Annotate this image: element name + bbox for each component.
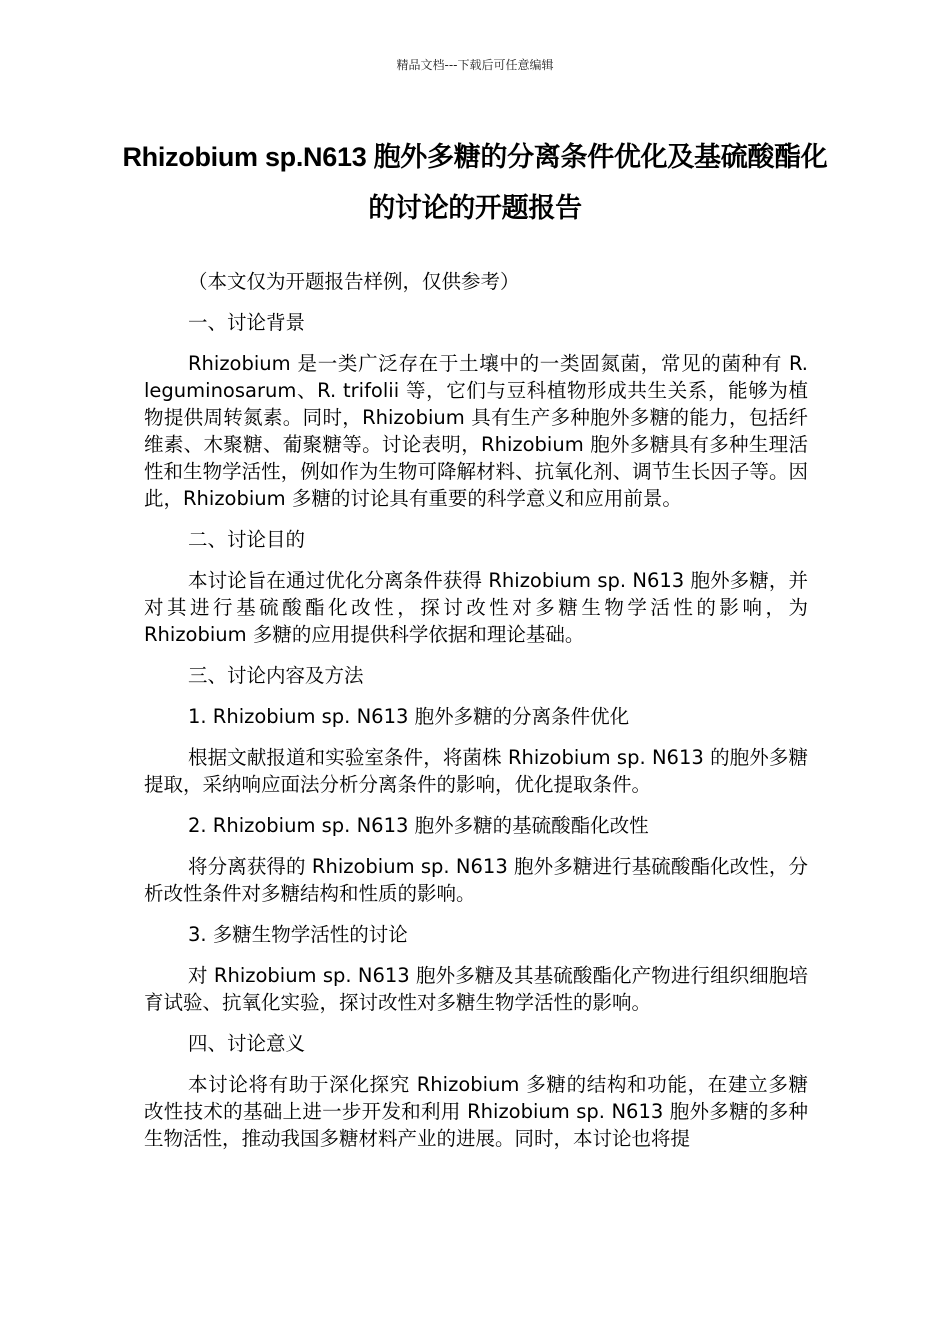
section-heading-significance: 四、讨论意义 bbox=[188, 1032, 306, 1055]
subheading-sulfation: 2. Rhizobium sp. N613 胞外多糖的基硫酸酯化改性 bbox=[188, 814, 649, 837]
page-header: 精品文档---下载后可任意编辑 bbox=[396, 58, 554, 72]
sulfation-paragraph: 将分离获得的 Rhizobium sp. N613 胞外多糖进行基硫酸酯化改性，分析改性条件对多糖结构和性质的影响。 bbox=[144, 855, 808, 905]
section-heading-purpose: 二、讨论目的 bbox=[188, 528, 306, 551]
note-paragraph: （本文仅为开题报告样例，仅供参考） bbox=[188, 270, 520, 293]
document-body bbox=[144, 268, 808, 1166]
subheading-bioactivity: 3. 多糖生物学活性的讨论 bbox=[188, 923, 408, 946]
separation-paragraph: 根据文献报道和实验室条件，将菌株 Rhizobium sp. N613 的胞外多糖提取，采纳响应面法分析分离条件的影响，优化提取条件。 bbox=[144, 746, 808, 796]
document-title: Rhizobium sp.N613 胞外多糖的分离条件优化及基硫酸酯化的讨论的开题报告 bbox=[122, 142, 828, 223]
section-heading-content-methods: 三、讨论内容及方法 bbox=[188, 664, 364, 687]
bioactivity-paragraph: 对 Rhizobium sp. N613 胞外多糖及其基硫酸酯化产物进行组织细胞培育试验、抗氧化实验，探讨改性对多糖生物学活性的影响。 bbox=[144, 964, 808, 1014]
background-paragraph: Rhizobium 是一类广泛存在于土壤中的一类固氮菌，常见的菌种有 R. leguminosarum、R. trifolii 等，它们与豆科植物形成共生关系，能够为植物提供周转氮素。同时，Rhizobium 具有生产多种胞外多糖的能力，包括纤维素、木聚糖、葡聚糖等。讨论表明，Rhizobium 胞外多糖具有多种生理活性和生物学活性，例如作为生物可降解材料、抗氧化剂、调节生长因子等。因此，Rhizobium 多糖的讨论具有重要的科学意义和应用前景。 bbox=[144, 352, 808, 510]
purpose-paragraph: 本讨论旨在通过优化分离条件获得 Rhizobium sp. N613 胞外多糖，并对其进行基硫酸酯化改性，探讨改性对多糖生物学活性的影响，为 Rhizobium 多糖的应用提供科学依据和理论基础。 bbox=[144, 569, 808, 646]
section-heading-background: 一、讨论背景 bbox=[188, 311, 306, 334]
significance-paragraph: 本讨论将有助于深化探究 Rhizobium 多糖的结构和功能，在建立多糖改性技术的基础上进一步开发和利用 Rhizobium sp. N613 胞外多糖的多种生物活性，推动我国多糖材料产业的进展。同时，本讨论也将提 bbox=[144, 1073, 808, 1150]
subheading-separation-optimization: 1. Rhizobium sp. N613 胞外多糖的分离条件优化 bbox=[188, 705, 630, 728]
